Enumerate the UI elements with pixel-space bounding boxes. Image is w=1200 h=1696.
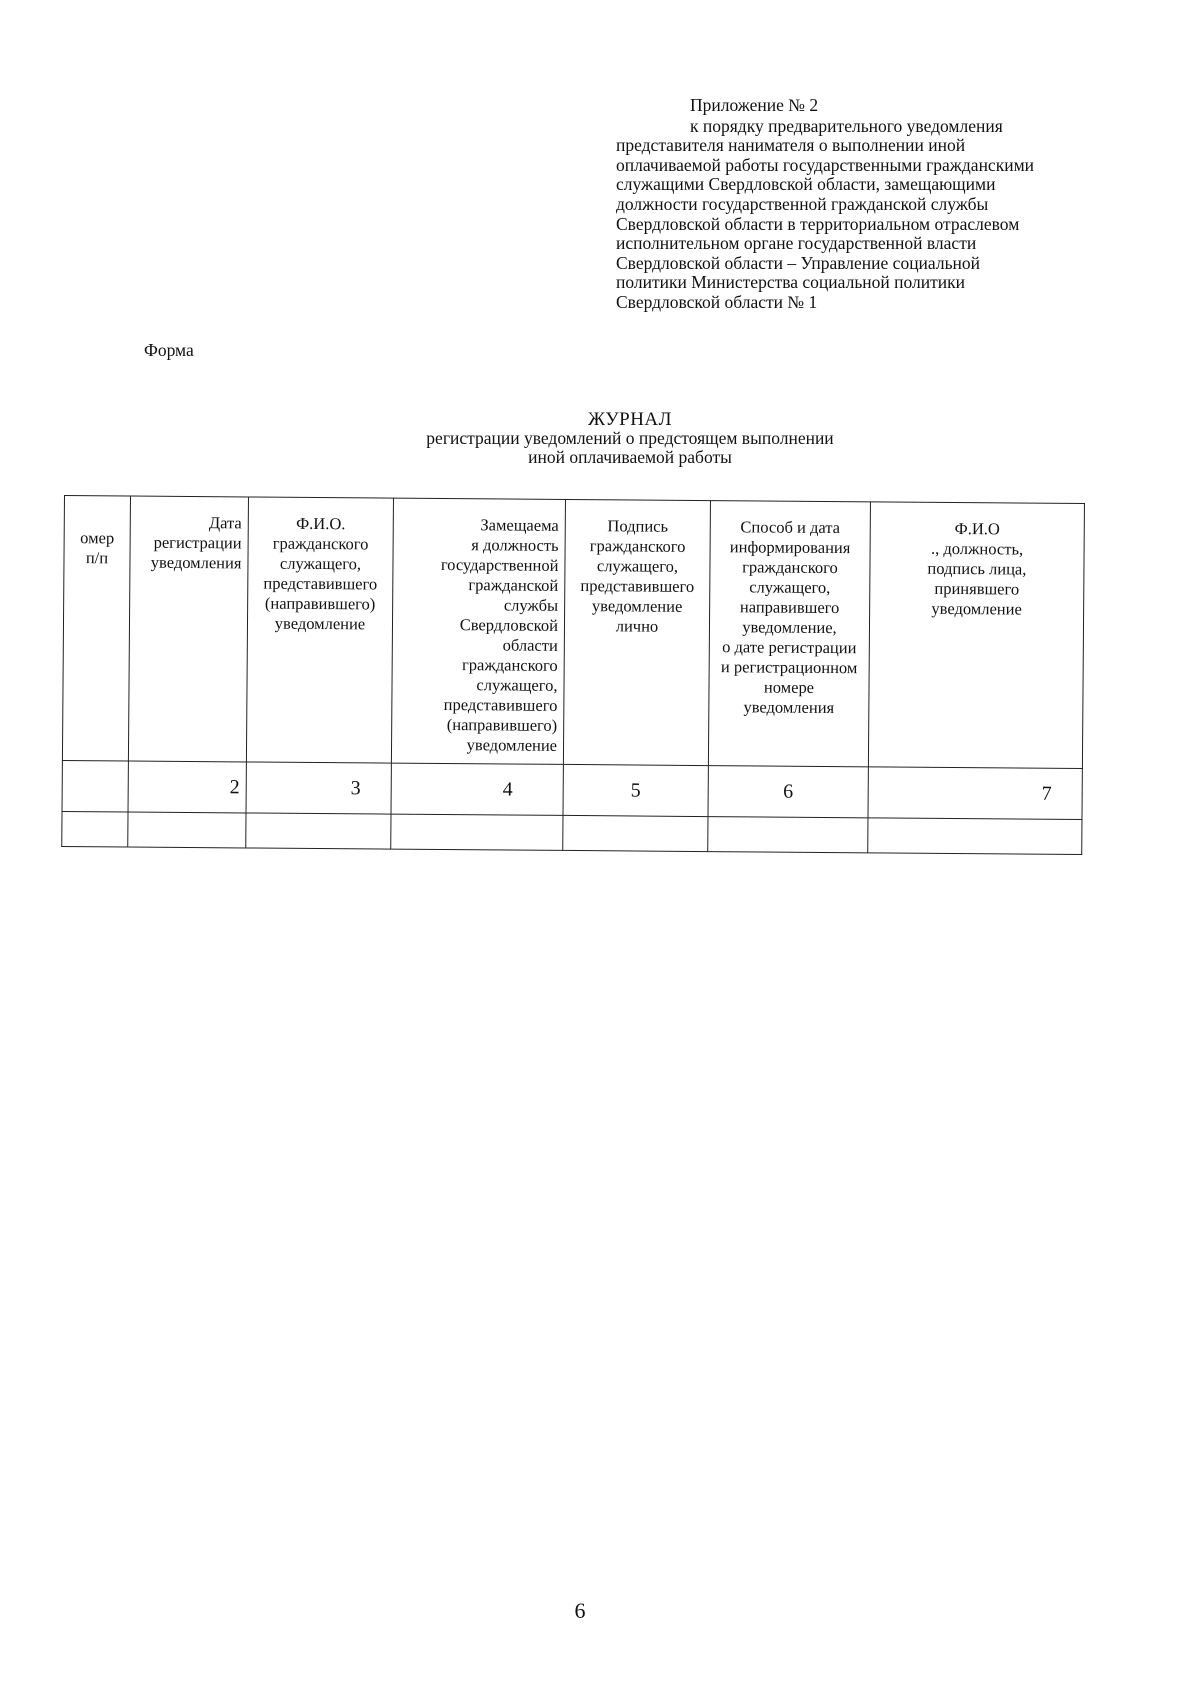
number-cell xyxy=(62,760,128,812)
appendix-reference-line: к порядку предварительного уведомления xyxy=(690,115,1003,136)
empty-cell xyxy=(246,813,391,849)
table-numbering-row xyxy=(62,760,1082,819)
journal-table xyxy=(61,495,1085,855)
header-cell-registration-date: Дата регистрации уведомления xyxy=(128,496,248,762)
number-cell: 2 xyxy=(128,761,246,813)
number-cell: 6 xyxy=(708,766,868,818)
header-cell-position: Замещаема я должность государственной гражданской службы Свердловской области гражданского служащего, представившего (направившего) уведомление xyxy=(391,498,565,764)
page-number: 6 xyxy=(574,1598,586,1623)
header-cell-employee-name: Ф.И.О. гражданского служащего, представившего (направившего) уведомление xyxy=(246,497,393,763)
number-cell: 4 xyxy=(391,763,563,815)
appendix-block xyxy=(616,96,1136,313)
journal-subtitle-line-2: иной оплачиваемой работы xyxy=(528,447,732,467)
appendix-title: Приложение № 2 xyxy=(690,95,819,115)
number-cell: 7 xyxy=(868,767,1082,820)
journal-heading xyxy=(330,410,930,467)
form-label: Форма xyxy=(144,340,194,360)
empty-cell xyxy=(868,818,1082,855)
empty-cell xyxy=(563,815,708,851)
empty-cell xyxy=(708,817,868,853)
table-header-row xyxy=(62,496,1084,769)
number-cell: 5 xyxy=(563,764,708,816)
table-empty-row xyxy=(62,811,1082,854)
empty-cell xyxy=(62,811,128,847)
header-cell-recipient: Ф.И.О ., должность, подпись лица, принявшего уведомление xyxy=(868,502,1084,769)
journal-title: ЖУРНАЛ xyxy=(587,409,673,430)
journal-subtitle-line-1: регистрации уведомлений о предстоящем выполнении xyxy=(426,428,834,448)
empty-cell xyxy=(128,812,246,848)
header-cell-signature: Подпись гражданского служащего, представившего уведомление лично xyxy=(563,499,710,765)
empty-cell xyxy=(391,814,563,850)
header-cell-number: омер п/п xyxy=(62,496,130,762)
number-cell: 3 xyxy=(246,762,391,814)
appendix-reference-body: представителя нанимателя о выполнении иной оплачиваемой работы государственными гражданскими служащими Свердловской области, замещающими должности государственной гражданской службы Свердловской области в территориальном отраслевом исполнительном органе государственной власти Свердловской области – Управление социальной политики Министерства социальной политики Свердловской области № 1 xyxy=(616,135,1035,312)
header-cell-notification-method: Способ и дата информирования гражданского служащего, направившего уведомление, о дате регистрации и регистрационном номере уведомления xyxy=(708,501,870,767)
